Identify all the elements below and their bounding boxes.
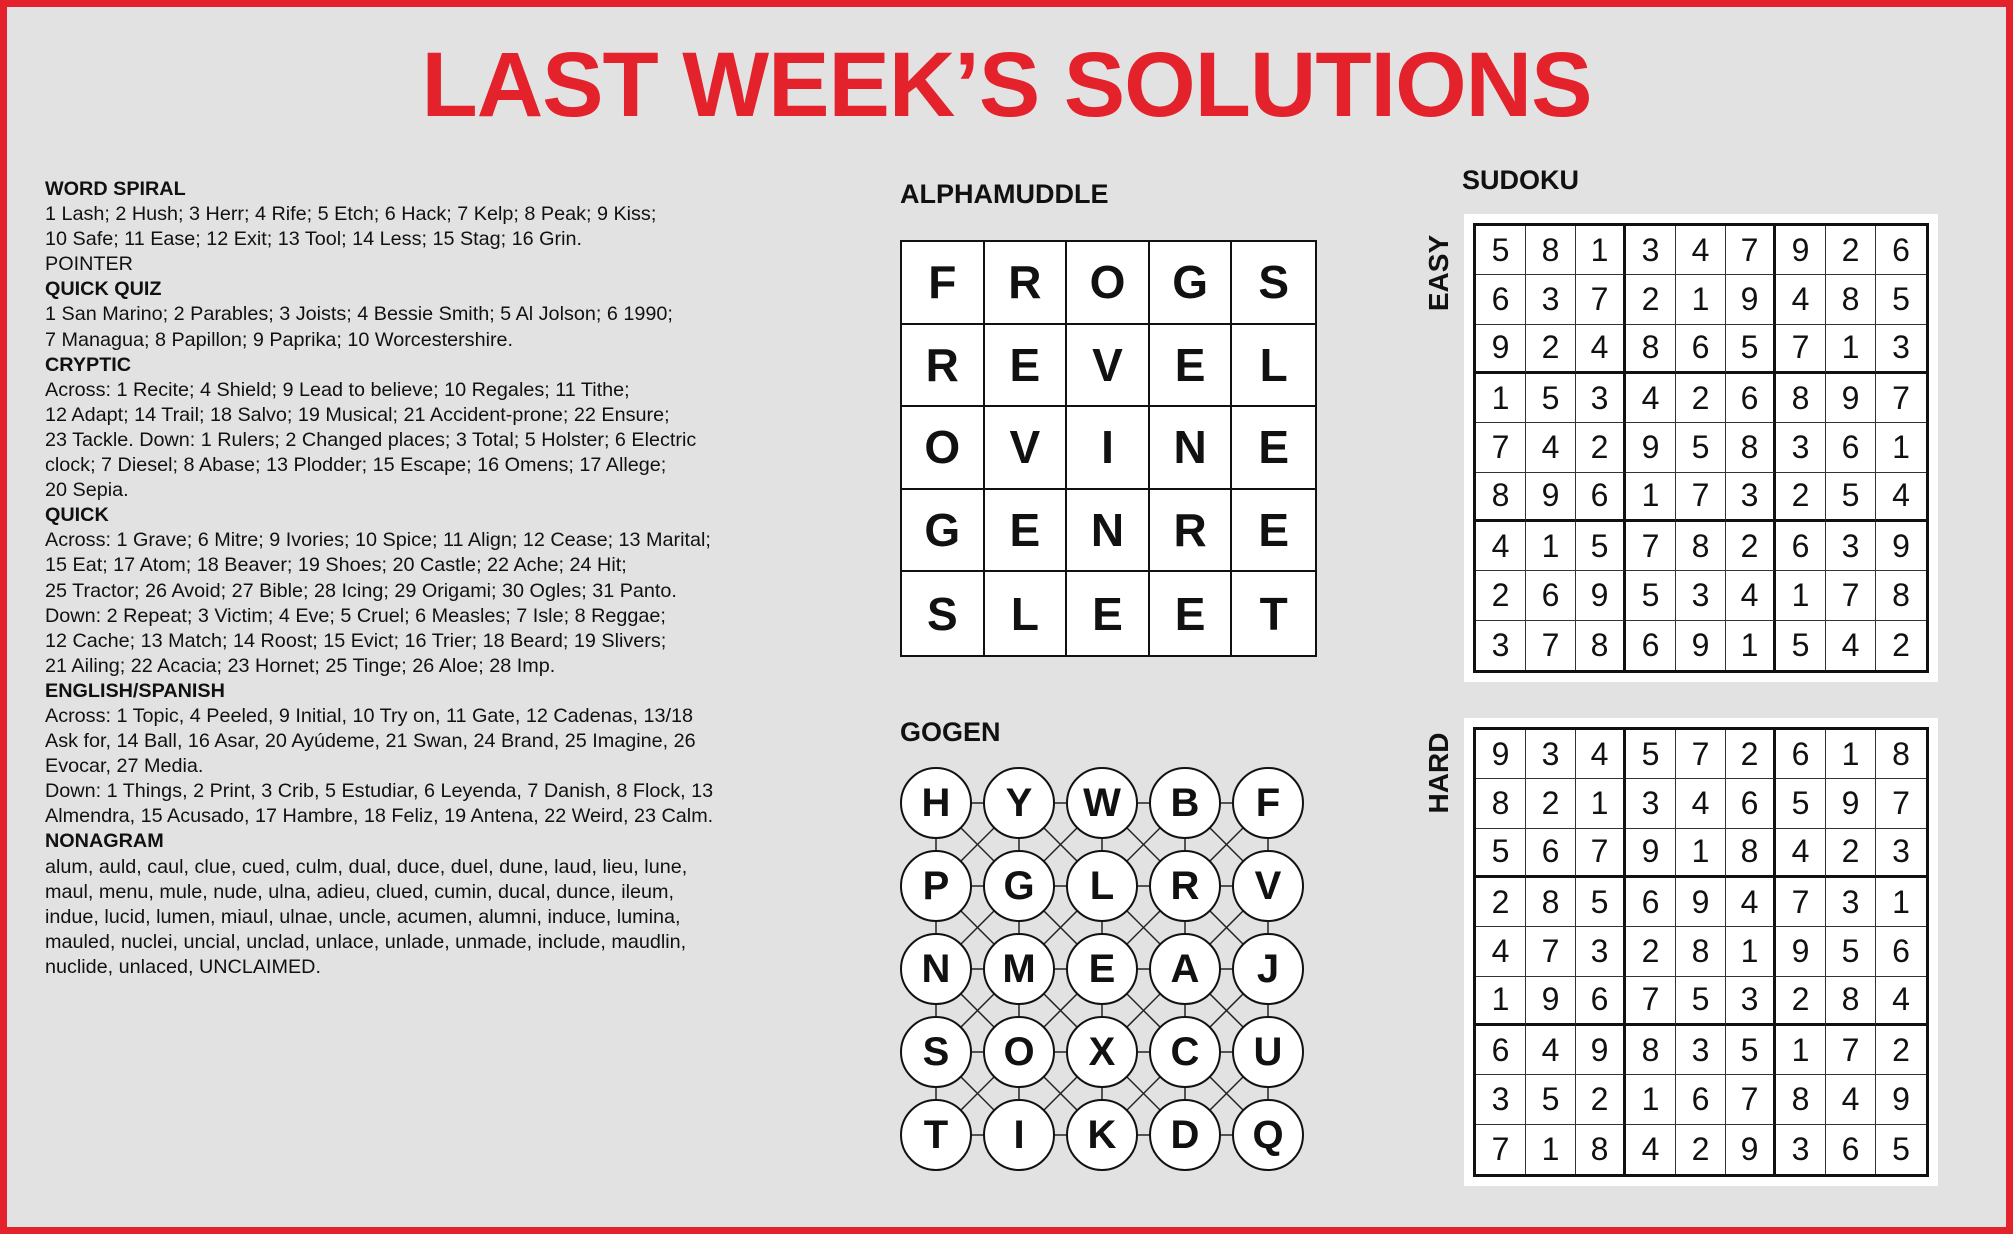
sudoku-hard-cell: 6	[1626, 878, 1676, 927]
sudoku-easy-cell: 9	[1876, 522, 1926, 571]
sudoku-easy-cell: 5	[1726, 325, 1776, 374]
solution-line: 10 Safe; 11 Ease; 12 Exit; 13 Tool; 14 Less; 15 Stag; 16 Grin.	[45, 228, 582, 251]
alphamuddle-grid	[900, 240, 1317, 657]
sudoku-easy-cell: 3	[1526, 275, 1576, 324]
sudoku-easy-frame	[1464, 214, 1938, 682]
sudoku-hard-cell: 7	[1626, 977, 1676, 1026]
gogen-node: J	[1232, 933, 1304, 1005]
alphamuddle-cell: R	[902, 325, 985, 408]
sudoku-hard-cell: 2	[1826, 829, 1876, 878]
sudoku-hard-cell: 9	[1876, 1075, 1926, 1124]
sudoku-hard-cell: 5	[1826, 927, 1876, 976]
sudoku-easy-cell: 7	[1776, 325, 1826, 374]
sudoku-hard-cell: 9	[1476, 730, 1526, 779]
solution-line: Across: 1 Grave; 6 Mitre; 9 Ivories; 10 Spice; 11 Align; 12 Cease; 13 Marital;	[45, 529, 711, 552]
sudoku-easy-cell: 9	[1626, 423, 1676, 472]
gogen-node: T	[900, 1099, 972, 1171]
sudoku-easy-cell: 1	[1676, 275, 1726, 324]
sudoku-hard-grid	[1473, 727, 1929, 1177]
sudoku-hard-cell: 8	[1776, 1075, 1826, 1124]
gogen-node: G	[983, 850, 1055, 922]
solution-line: alum, auld, caul, clue, cued, culm, dual, duce, duel, dune, laud, lieu, lune,	[45, 855, 688, 878]
sudoku-easy-label: EASY	[1423, 234, 1454, 312]
sudoku-easy-cell: 9	[1676, 621, 1726, 670]
alphamuddle-cell: R	[1150, 490, 1233, 573]
solution-section-title: CRYPTIC	[45, 353, 132, 376]
sudoku-easy-cell: 3	[1476, 621, 1526, 670]
sudoku-easy-cell: 8	[1726, 423, 1776, 472]
sudoku-easy-cell: 6	[1576, 473, 1626, 522]
alphamuddle-cell: N	[1067, 490, 1150, 573]
sudoku-hard-cell: 7	[1826, 1026, 1876, 1075]
sudoku-easy-cell: 4	[1626, 374, 1676, 423]
sudoku-hard-cell: 8	[1726, 829, 1776, 878]
sudoku-hard-cell: 3	[1876, 829, 1926, 878]
solution-line: Down: 1 Things, 2 Print, 3 Crib, 5 Estudiar, 6 Leyenda, 7 Danish, 8 Flock, 13	[45, 780, 714, 803]
solution-line: 12 Adapt; 14 Trail; 18 Salvo; 19 Musical; 21 Accident-prone; 22 Ensure;	[45, 403, 670, 426]
sudoku-easy-cell: 1	[1876, 423, 1926, 472]
sudoku-hard-cell: 8	[1576, 1125, 1626, 1174]
sudoku-hard-cell: 6	[1576, 977, 1626, 1026]
sudoku-easy-cell: 7	[1626, 522, 1676, 571]
sudoku-hard-cell: 9	[1526, 977, 1576, 1026]
sudoku-hard-cell: 9	[1676, 878, 1726, 927]
sudoku-easy-cell: 3	[1676, 571, 1726, 620]
sudoku-hard-cell: 6	[1476, 1026, 1526, 1075]
alphamuddle-cell: R	[985, 242, 1068, 325]
sudoku-hard-cell: 3	[1526, 730, 1576, 779]
sudoku-hard-cell: 4	[1576, 730, 1626, 779]
gogen-node: Q	[1232, 1099, 1304, 1171]
alphamuddle-cell: S	[902, 572, 985, 655]
sudoku-hard-cell: 5	[1476, 829, 1526, 878]
alphamuddle-cell: E	[1232, 490, 1315, 573]
gogen-node: H	[900, 767, 972, 839]
gogen-node: K	[1066, 1099, 1138, 1171]
alphamuddle-cell: E	[1150, 325, 1233, 408]
sudoku-easy-cell: 3	[1626, 226, 1676, 275]
sudoku-easy-cell: 3	[1826, 522, 1876, 571]
sudoku-easy-cell: 4	[1576, 325, 1626, 374]
sudoku-hard-cell: 4	[1726, 878, 1776, 927]
solution-line: Down: 2 Repeat; 3 Victim; 4 Eve; 5 Cruel; 6 Measles; 7 Isle; 8 Reggae;	[45, 604, 666, 627]
sudoku-hard-cell: 1	[1776, 1026, 1826, 1075]
gogen-node: R	[1149, 850, 1221, 922]
alphamuddle-cell: V	[985, 407, 1068, 490]
sudoku-easy-cell: 6	[1726, 374, 1776, 423]
sudoku-easy-cell: 3	[1726, 473, 1776, 522]
solution-line: maul, menu, mule, nude, ulna, adieu, clued, cumin, ducal, dunce, ileum,	[45, 880, 674, 903]
alphamuddle-cell: S	[1232, 242, 1315, 325]
solution-section	[45, 353, 835, 504]
sudoku-hard-cell: 4	[1526, 1026, 1576, 1075]
sudoku-easy-cell: 4	[1476, 522, 1526, 571]
sudoku-hard-cell: 8	[1476, 779, 1526, 828]
sudoku-easy-cell: 8	[1876, 571, 1926, 620]
alphamuddle-cell: G	[902, 490, 985, 573]
sudoku-hard-cell: 7	[1526, 927, 1576, 976]
alphamuddle-cell: E	[985, 490, 1068, 573]
gogen-node: A	[1149, 933, 1221, 1005]
solution-line: Across: 1 Topic, 4 Peeled, 9 Initial, 10 Try on, 11 Gate, 12 Cadenas, 13/18	[45, 704, 694, 727]
solution-section-title: ENGLISH/SPANISH	[45, 679, 225, 702]
sudoku-easy-cell: 7	[1826, 571, 1876, 620]
solution-line: nuclide, unlaced, UNCLAIMED.	[45, 955, 321, 978]
sudoku-hard-cell: 5	[1676, 977, 1726, 1026]
sudoku-hard-cell: 3	[1826, 878, 1876, 927]
alphamuddle-cell: L	[1232, 325, 1315, 408]
sudoku-easy-cell: 8	[1826, 275, 1876, 324]
alphamuddle-heading: ALPHAMUDDLE	[900, 179, 1109, 209]
sudoku-hard-cell: 3	[1626, 779, 1676, 828]
sudoku-easy-cell: 8	[1576, 621, 1626, 670]
sudoku-hard-cell: 2	[1676, 1125, 1726, 1174]
solution-line: 15 Eat; 17 Atom; 18 Beaver; 19 Shoes; 20 Castle; 22 Ache; 24 Hit;	[45, 554, 627, 577]
sudoku-easy-cell: 4	[1876, 473, 1926, 522]
sudoku-easy-cell: 5	[1476, 226, 1526, 275]
sudoku-easy-cell: 2	[1476, 571, 1526, 620]
sudoku-easy-cell: 6	[1676, 325, 1726, 374]
sudoku-hard-cell: 1	[1826, 730, 1876, 779]
gogen-node: U	[1232, 1016, 1304, 1088]
sudoku-easy-cell: 2	[1576, 423, 1626, 472]
sudoku-easy-cell: 8	[1626, 325, 1676, 374]
sudoku-hard-cell: 7	[1476, 1125, 1526, 1174]
sudoku-hard-cell: 3	[1726, 977, 1776, 1026]
sudoku-hard-cell: 8	[1876, 730, 1926, 779]
sudoku-hard-cell: 3	[1476, 1075, 1526, 1124]
sudoku-hard-cell: 1	[1626, 1075, 1676, 1124]
sudoku-easy-cell: 6	[1626, 621, 1676, 670]
sudoku-hard-cell: 8	[1526, 878, 1576, 927]
gogen-node: L	[1066, 850, 1138, 922]
solution-line: indue, lucid, lumen, miaul, ulnae, uncle, acumen, alumni, induce, lumina,	[45, 905, 681, 928]
sudoku-easy-cell: 5	[1526, 374, 1576, 423]
sudoku-hard-cell: 7	[1776, 878, 1826, 927]
gogen-node: O	[983, 1016, 1055, 1088]
solution-section	[45, 829, 835, 980]
sudoku-easy-cell: 9	[1526, 473, 1576, 522]
sudoku-easy-grid	[1473, 223, 1929, 673]
alphamuddle-cell: G	[1150, 242, 1233, 325]
sudoku-hard-cell: 4	[1626, 1125, 1676, 1174]
alphamuddle-cell: O	[902, 407, 985, 490]
sudoku-easy-cell: 5	[1676, 423, 1726, 472]
sudoku-easy-cell: 7	[1876, 374, 1926, 423]
gogen-node: E	[1066, 933, 1138, 1005]
solution-section	[45, 277, 835, 352]
alphamuddle-cell: I	[1067, 407, 1150, 490]
sudoku-easy-cell: 8	[1526, 226, 1576, 275]
gogen-node: D	[1149, 1099, 1221, 1171]
alphamuddle-cell: N	[1150, 407, 1233, 490]
sudoku-hard-cell: 5	[1892, 1130, 1910, 1167]
sudoku-hard-cell: 2	[1776, 977, 1826, 1026]
sudoku-hard-cell: 8	[1626, 1026, 1676, 1075]
sudoku-easy-cell: 5	[1826, 473, 1876, 522]
sudoku-hard-cell: 6	[1876, 927, 1926, 976]
sudoku-easy-cell: 1	[1526, 522, 1576, 571]
sudoku-easy-cell: 9	[1576, 571, 1626, 620]
gogen-node: F	[1232, 767, 1304, 839]
sudoku-easy-cell: 7	[1476, 423, 1526, 472]
sudoku-easy-cell: 7	[1726, 226, 1776, 275]
sudoku-easy-cell: 1	[1476, 374, 1526, 423]
sudoku-hard-cell: 1	[1476, 977, 1526, 1026]
sudoku-easy-cell: 9	[1726, 275, 1776, 324]
alphamuddle-cell: O	[1067, 242, 1150, 325]
solution-line: 1 Lash; 2 Hush; 3 Herr; 4 Rife; 5 Etch; 6 Hack; 7 Kelp; 8 Peak; 9 Kiss;	[45, 203, 657, 226]
solutions-text	[45, 177, 835, 980]
sudoku-hard-cell: 4	[1776, 829, 1826, 878]
sudoku-easy-cell: 1	[1626, 473, 1676, 522]
sudoku-hard-cell: 4	[1826, 1075, 1876, 1124]
sudoku-easy-cell: 3	[1876, 325, 1926, 374]
sudoku-hard-cell: 6	[1526, 829, 1576, 878]
sudoku-easy-cell: 3	[1776, 423, 1826, 472]
solution-line: Across: 1 Recite; 4 Shield; 9 Lead to believe; 10 Regales; 11 Tithe;	[45, 378, 630, 401]
gogen-node: X	[1066, 1016, 1138, 1088]
sudoku-easy-cell: 9	[1826, 374, 1876, 423]
sudoku-hard-cell: 1	[1576, 779, 1626, 828]
sudoku-hard-label: HARD	[1423, 732, 1454, 814]
sudoku-hard-cell: 9	[1626, 829, 1676, 878]
sudoku-easy-cell: 4	[1776, 275, 1826, 324]
solution-line: 25 Tractor; 26 Avoid; 27 Bible; 28 Icing; 29 Origami; 30 Ogles; 31 Panto.	[45, 579, 677, 602]
sudoku-hard-cell: 4	[1876, 977, 1926, 1026]
sudoku-easy-cell: 2	[1676, 374, 1726, 423]
sudoku-hard-cell: 5	[1776, 779, 1826, 828]
sudoku-easy-cell: 8	[1676, 522, 1726, 571]
sudoku-hard-cell: 6	[1776, 730, 1826, 779]
sudoku-hard-cell: 2	[1526, 779, 1576, 828]
sudoku-easy-cell: 7	[1676, 473, 1726, 522]
sudoku-hard-cell: 8	[1826, 977, 1876, 1026]
sudoku-easy-cell: 4	[1526, 423, 1576, 472]
sudoku-easy-cell: 9	[1776, 226, 1826, 275]
sudoku-easy-cell: 1	[1826, 325, 1876, 374]
sudoku-hard-cell: 9	[1726, 1125, 1776, 1174]
sudoku-easy-cell: 2	[1726, 522, 1776, 571]
sudoku-easy-cell: 5	[1876, 275, 1926, 324]
sudoku-hard-cell: 6	[1676, 1075, 1726, 1124]
gogen-node: P	[900, 850, 972, 922]
sudoku-hard-cell: 8	[1676, 927, 1726, 976]
alphamuddle-cell: E	[1067, 572, 1150, 655]
sudoku-hard-cell: 2	[1476, 878, 1526, 927]
sudoku-hard-cell: 6	[1726, 779, 1776, 828]
gogen-node: B	[1149, 767, 1221, 839]
sudoku-easy-cell: 7	[1576, 275, 1626, 324]
sudoku-easy-cell: 1	[1576, 226, 1626, 275]
sudoku-easy-cell: 2	[1892, 626, 1910, 663]
sudoku-heading: SUDOKU	[1462, 165, 1580, 195]
sudoku-easy-cell: 5	[1776, 621, 1826, 670]
sudoku-easy-cell: 4	[1726, 571, 1776, 620]
sudoku-hard-cell: 1	[1676, 829, 1726, 878]
solution-line: clock; 7 Diesel; 8 Abase; 13 Plodder; 15 Escape; 16 Omens; 17 Allege;	[45, 454, 667, 477]
alphamuddle-cell: T	[1259, 587, 1288, 640]
sudoku-hard-cell: 1	[1726, 927, 1776, 976]
sudoku-easy-cell: 1	[1726, 621, 1776, 670]
sudoku-hard-cell: 5	[1576, 878, 1626, 927]
solution-line: 20 Sepia.	[45, 479, 129, 502]
solution-section	[45, 679, 835, 830]
solution-line: Almendra, 15 Acusado, 17 Hambre, 18 Feliz, 19 Antena, 22 Weird, 23 Calm.	[45, 805, 714, 828]
alphamuddle-cell: E	[985, 325, 1068, 408]
sudoku-easy-cell: 8	[1476, 473, 1526, 522]
sudoku-hard-cell: 5	[1726, 1026, 1776, 1075]
sudoku-easy-cell: 6	[1776, 522, 1826, 571]
gogen-node: V	[1232, 850, 1304, 922]
sudoku-easy-cell: 2	[1526, 325, 1576, 374]
gogen-grid	[900, 767, 1320, 1187]
gogen-node: W	[1066, 767, 1138, 839]
sudoku-hard-cell: 7	[1876, 779, 1926, 828]
sudoku-hard-cell: 6	[1826, 1125, 1876, 1174]
solution-line: 7 Managua; 8 Papillon; 9 Paprika; 10 Worcestershire.	[45, 328, 514, 351]
sudoku-hard-cell: 5	[1626, 730, 1676, 779]
gogen-node: S	[900, 1016, 972, 1088]
gogen-node: I	[983, 1099, 1055, 1171]
solution-line: mauled, nuclei, uncial, unclad, unlace, unlade, unmade, include, maudlin,	[45, 930, 687, 953]
sudoku-hard-cell: 3	[1576, 927, 1626, 976]
sudoku-hard-cell: 4	[1476, 927, 1526, 976]
sudoku-easy-cell: 2	[1626, 275, 1676, 324]
gogen-node: Y	[983, 767, 1055, 839]
solution-section-title: QUICK	[45, 504, 109, 527]
solution-section	[45, 177, 835, 277]
solution-line: 12 Cache; 13 Match; 14 Roost; 15 Evict; 16 Trier; 18 Beard; 19 Slivers;	[45, 629, 667, 652]
sudoku-hard-frame	[1464, 718, 1938, 1186]
alphamuddle-cell: L	[985, 572, 1068, 655]
sudoku-easy-cell: 9	[1476, 325, 1526, 374]
sudoku-hard-cell: 1	[1876, 878, 1926, 927]
sudoku-easy-cell: 5	[1626, 571, 1676, 620]
sudoku-hard-cell: 5	[1526, 1075, 1576, 1124]
solution-section-title: WORD SPIRAL	[45, 178, 186, 200]
sudoku-hard-cell: 7	[1676, 730, 1726, 779]
sudoku-hard-cell: 9	[1576, 1026, 1626, 1075]
gogen-heading: GOGEN	[900, 717, 1001, 747]
sudoku-hard-cell: 7	[1726, 1075, 1776, 1124]
alphamuddle-cell: E	[1150, 572, 1233, 655]
sudoku-easy-cell: 6	[1526, 571, 1576, 620]
solution-line: POINTER	[45, 253, 133, 276]
sudoku-easy-cell: 5	[1576, 522, 1626, 571]
sudoku-easy-cell: 6	[1876, 226, 1926, 275]
sudoku-hard-cell: 2	[1576, 1075, 1626, 1124]
sudoku-easy-cell: 4	[1676, 226, 1726, 275]
solution-section	[45, 503, 835, 679]
gogen-node: C	[1149, 1016, 1221, 1088]
sudoku-easy-cell: 3	[1576, 374, 1626, 423]
sudoku-hard-cell: 2	[1726, 730, 1776, 779]
solution-line: 1 San Marino; 2 Parables; 3 Joists; 4 Bessie Smith; 5 Al Jolson; 6 1990;	[45, 303, 673, 326]
sudoku-hard-cell: 4	[1676, 779, 1726, 828]
sudoku-hard-cell: 3	[1776, 1125, 1826, 1174]
gogen-node: N	[900, 933, 972, 1005]
sudoku-hard-cell: 9	[1776, 927, 1826, 976]
sudoku-easy-cell: 2	[1776, 473, 1826, 522]
solution-section-title: QUICK QUIZ	[45, 278, 162, 301]
alphamuddle-cell: F	[902, 242, 985, 325]
solution-line: Evocar, 27 Media.	[45, 755, 204, 778]
sudoku-hard-cell: 9	[1826, 779, 1876, 828]
sudoku-hard-cell: 2	[1626, 927, 1676, 976]
sudoku-easy-cell: 6	[1826, 423, 1876, 472]
solution-section-title: NONAGRAM	[45, 830, 164, 853]
alphamuddle-cell: E	[1232, 407, 1315, 490]
sudoku-easy-cell: 4	[1826, 621, 1876, 670]
sudoku-hard-cell: 3	[1676, 1026, 1726, 1075]
solution-line: Ask for, 14 Ball, 16 Asar, 20 Ayúdeme, 21 Swan, 24 Brand, 25 Imagine, 26	[45, 730, 696, 753]
sudoku-easy-cell: 2	[1826, 226, 1876, 275]
sudoku-hard-cell: 7	[1576, 829, 1626, 878]
sudoku-easy-cell: 7	[1526, 621, 1576, 670]
sudoku-hard-cell: 2	[1876, 1026, 1926, 1075]
solution-line: 21 Ailing; 22 Acacia; 23 Hornet; 25 Tinge; 26 Aloe; 28 Imp.	[45, 654, 556, 677]
sudoku-hard-cell: 1	[1526, 1125, 1576, 1174]
sudoku-easy-cell: 1	[1776, 571, 1826, 620]
sudoku-easy-cell: 8	[1776, 374, 1826, 423]
page-title: LAST WEEK’S SOLUTIONS	[421, 34, 1592, 136]
sudoku-easy-cell: 6	[1476, 275, 1526, 324]
solution-line: 23 Tackle. Down: 1 Rulers; 2 Changed places; 3 Total; 5 Holster; 6 Electric	[45, 428, 697, 451]
gogen-node: M	[983, 933, 1055, 1005]
alphamuddle-cell: V	[1067, 325, 1150, 408]
